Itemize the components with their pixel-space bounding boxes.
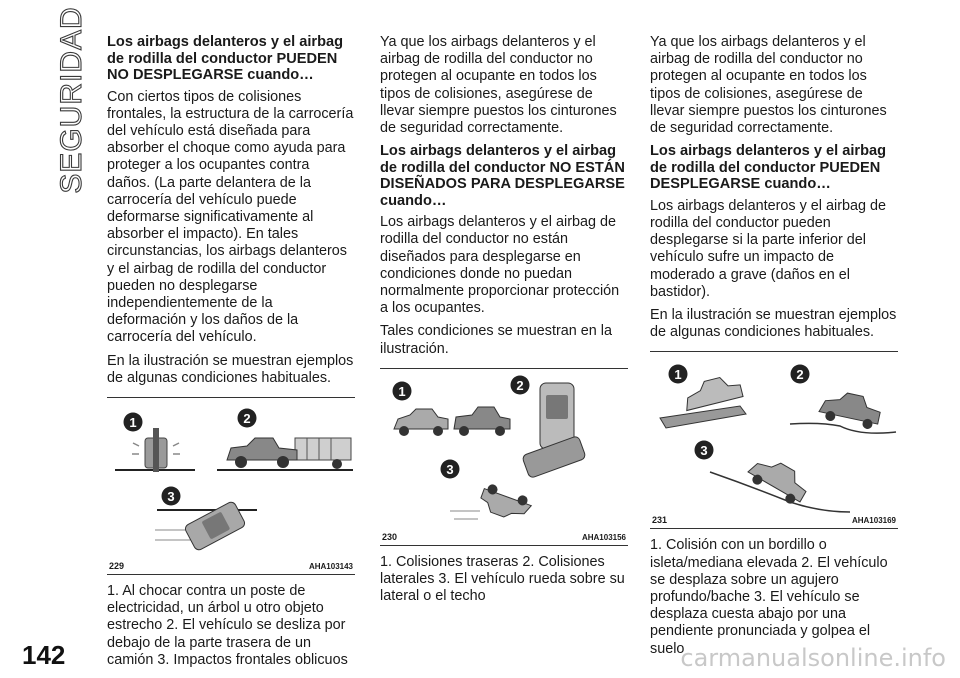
page-number: 142 [22,640,66,670]
column-3-intro: Ya que los airbags delanteros y el airbag de rodilla del conductor no protegen al ocupante en todos los tipos de colisiones, asegúrese de llevar siempre puestos los cinturones de seguridad correctamente. [650,34,887,137]
marker-3-label: 3 [167,488,175,504]
column-3-paragraph-1: Los airbags delanteros y el airbag de rodilla del conductor pueden desplegarse si la parte inferior del vehículo sufre un impacto de moderado a grave (daños en el bastidor). [650,197,886,300]
figure-231-number: 231 [652,515,668,526]
marker-1-label: 1 [398,383,406,399]
figure-229 [107,397,355,575]
marker-2-label: 2 [516,377,524,393]
column-1-paragraph-1: Con ciertos tipos de colisiones frontales, la estructura de la carrocería del vehículo está diseñada para absorber el choque como ayuda para proteger a los ocupantes contra daños. (La parte delantera de la carrocería del vehículo puede deformarse significativamente al absorber el impacto). En tales circunstancias, los airbags delanteros y el airbag de rodilla del conductor pueden no desplegarse independientemente de la deformación y los daños de la carrocería del vehículo. [107,88,354,346]
figure-229-illustration [107,398,355,574]
marker-2-label: 2 [243,410,251,426]
figure-229-code: AHA103143 [308,561,353,571]
column-1 [107,34,355,669]
figure-231-caption: 1. Colisión con un bordillo o isleta/mediana elevada 2. El vehículo se desplaza sobre un agujero profundo/bache 3. El vehículo se desplaza cuesta abajo por una pendiente pronunciada y golpea el suelo [650,537,888,657]
figure-231-code: AHA103169 [851,516,896,526]
column-3-heading: Los airbags delanteros y el airbag de rodilla del conductor PUEDEN DESPLEGARSE cuando… [650,143,887,193]
figure-230 [380,368,628,546]
section-label-text: SEGURIDAD [55,6,88,194]
column-1-paragraph-2: En la ilustración se muestran ejemplos de algunas condiciones habituales. [107,352,354,386]
column-2 [380,34,628,605]
column-3-paragraph-2: En la ilustración se muestran ejemplos de algunas condiciones habituales. [650,306,897,341]
marker-1-label: 1 [129,414,137,430]
figure-229-number: 229 [109,560,125,571]
column-2-intro: Ya que los airbags delanteros y el airbag de rodilla del conductor no protegen al ocupante en todos los tipos de colisiones, asegúrese de llevar siempre puestos los cinturones de seguridad correctamente. [380,34,617,137]
figure-230-caption: 1. Colisiones traseras 2. Colisiones laterales 3. El vehículo rueda sobre su lateral o el techo [380,553,625,605]
column-2-paragraph-1: Los airbags delanteros y el airbag de rodilla del conductor no están diseñados para desplegarse en condiciones donde no puedan normalmente proporcionar protección a los ocupantes. [380,214,620,317]
marker-3-label: 3 [700,443,708,459]
column-3 [650,34,898,658]
figure-230-number: 230 [382,531,398,542]
column-2-paragraph-2: Tales condiciones se muestran en la ilustración. [380,323,612,357]
figure-230-code: AHA103156 [581,532,626,542]
watermark: carmanualsonline.info [680,644,946,672]
column-1-heading: Los airbags delanteros y el airbag de rodilla del conductor PUEDEN NO DESPLEGARSE cuando… [107,34,344,83]
figure-231-illustration [650,352,898,528]
marker-1-label: 1 [674,367,682,383]
figure-229-caption: 1. Al chocar contra un poste de electricidad, un árbol u otro objeto estrecho 2. El vehículo se desliza por debajo de la parte trasera de un camión 3. Impactos frontales oblicuos [107,582,348,668]
marker-2-label: 2 [796,367,804,383]
marker-3-label: 3 [446,461,454,477]
column-2-heading: Los airbags delanteros y el airbag de rodilla del conductor NO ESTÁN DISEÑADOS PARA DESPLEGARSE cuando… [380,143,625,209]
section-label [52,6,92,194]
figure-231 [650,351,898,529]
figure-230-illustration [380,369,628,545]
